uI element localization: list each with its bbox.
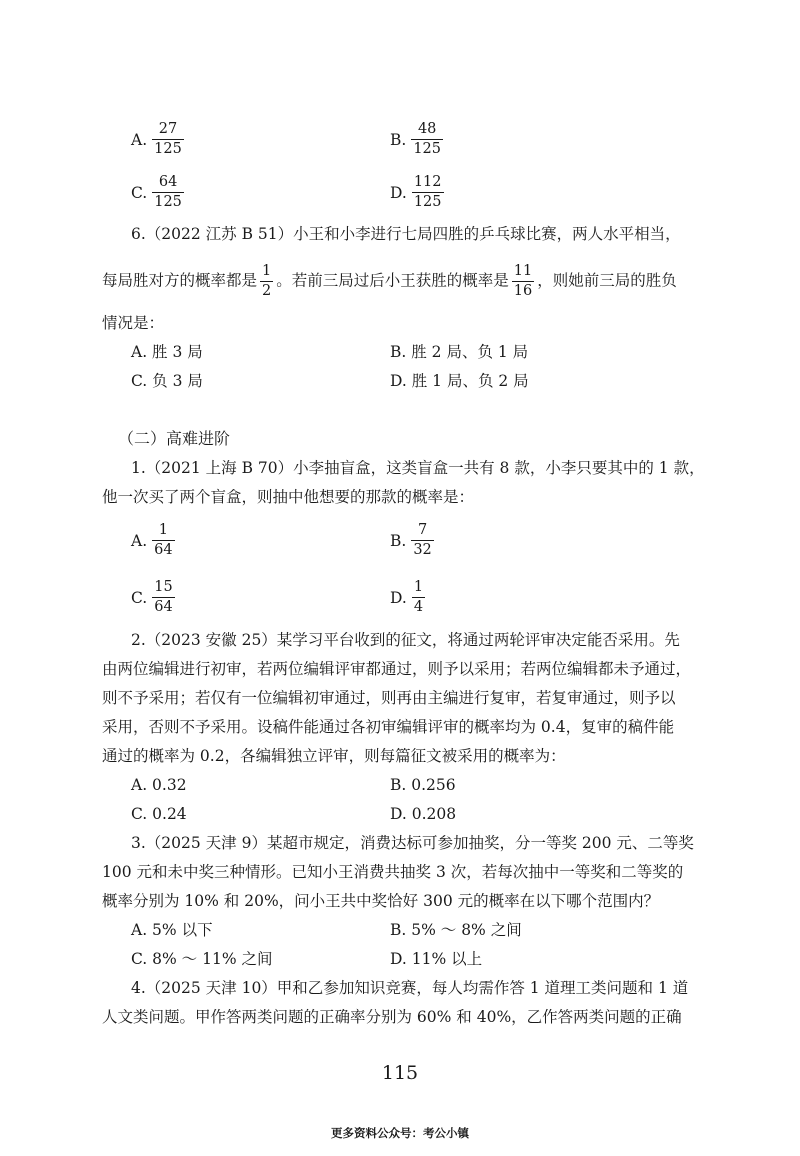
numerator: 7 [417,522,428,538]
fraction [411,120,443,159]
fraction [411,521,433,560]
s2q2-option-d: D. 0.208 [390,805,457,823]
s2q1-stem-line-2: 他一次买了两个盲盒，则抽中他想要的那款的概率是： [102,488,475,506]
denominator: 64 [154,599,173,615]
q6-option-a: A. 胜 3 局 [131,343,203,361]
s2q2-option-c: C. 0.24 [131,805,187,823]
s2q2-stem-line-3: 则不予采用；若仅有一位编辑初审通过，则再由主编进行复审，若复审通过，则予以 [102,689,676,707]
numerator: 1 [413,579,424,595]
q6-option-d: D. 胜 1 局、负 2 局 [390,372,529,390]
option-label: C. [131,183,148,202]
s2q1-stem-line-1: 1.（2021 上海 B 70）小李抽盲盒，这类盲盒一共有 8 款，小李只要其中的 1 款， [131,459,705,477]
denominator: 32 [413,542,432,558]
s2q3-stem-line-2: 100 元和未中奖三种情形。已知小王消费共抽奖 3 次，若每次抽中一等奖和二等奖的 [102,863,684,881]
s2q3-option-c: C. 8% ～ 11% 之间 [131,950,273,968]
q5-option-b [390,120,446,159]
numerator: 1 [158,522,168,538]
s2q1-option-d [390,578,428,617]
denominator: 125 [154,141,182,157]
option-label: A. [131,130,148,149]
fraction [152,173,184,212]
text-span: 。若前三局过后小王获胜的概率是 [276,271,509,290]
numerator: 27 [158,121,178,137]
text-span: 每局胜对方的概率都是 [102,271,258,290]
s2q4-stem-line-2: 人文类问题。甲作答两类问题的正确率分别为 60% 和 40%，乙作答两类问题的正确 [102,1008,682,1026]
s2q2-stem-line-5: 通过的概率为 0.2，各编辑独立评审，则每篇征文被采用的概率为： [102,747,566,765]
option-label: A. [131,531,148,550]
fraction [152,120,184,159]
s2q3-option-a: A. 5% 以下 [131,921,213,939]
s2q3-option-b: B. 5% ～ 8% 之间 [390,921,522,939]
s2q1-option-c [131,578,178,617]
q5-option-c [131,173,187,212]
q5-option-a [131,120,187,159]
s2q2-stem-line-4: 采用，否则不予采用。设稿件能通过各初审编辑评审的概率均为 0.4，复审的稿件能 [102,718,675,736]
fraction [152,578,174,617]
q6-stem-line-3: 情况是： [102,314,165,332]
option-label: B. [390,531,407,550]
option-label: C. [131,588,148,607]
numerator: 64 [158,174,178,190]
s2q1-option-a [131,521,178,560]
numerator: 48 [417,121,437,137]
numerator: 112 [413,174,442,190]
denominator: 125 [154,194,182,210]
numerator: 1 [262,263,272,279]
denominator: 16 [513,283,533,299]
option-label: D. [390,183,407,202]
fraction [152,521,174,560]
denominator: 2 [262,283,272,299]
q5-option-d [390,173,447,212]
numerator: 11 [513,263,533,279]
s2q2-stem-line-2: 由两位编辑进行初审，若两位编辑评审都通过，则予以采用；若两位编辑都未予通过， [102,660,692,678]
text-span: ，则她前三局的胜负 [537,271,677,290]
fraction [412,173,444,212]
q6-stem-line-1: 6.（2022 江苏 B 51）小王和小李进行七局四胜的乒乓球比赛，两人水平相当， [131,225,681,243]
denominator: 125 [413,141,442,157]
s2q2-option-b: B. 0.256 [390,776,456,794]
numerator: 15 [154,579,173,595]
s2q4-stem-line-1: 4.（2025 天津 10）甲和乙参加知识竞赛，每人均需作答 1 道理工类问题和 1 道 [131,979,689,997]
s2q3-stem-line-3: 概率分别为 10% 和 20%，问小王共中奖恰好 300 元的概率在以下哪个范围内？ [102,892,660,910]
s2q2-stem-line-1: 2.（2023 安徽 25）某学习平台收到的征文，将通过两轮评审决定能否采用。先 [131,631,680,649]
fraction [412,578,425,617]
q6-stem-line-2 [102,262,677,301]
option-label: B. [390,130,407,149]
denominator: 64 [154,542,173,558]
section-title: （二）高难进阶 [118,429,231,448]
denominator: 125 [413,194,442,210]
s2q3-stem-line-1: 3.（2025 天津 9）某超市规定，消费达标可参加抽奖，分一等奖 200 元、二等奖 [131,834,694,852]
page-number: 115 [381,1062,419,1084]
footer-note: 更多资料公众号：考公小镇 [331,1126,469,1140]
q6-option-c: C. 负 3 局 [131,372,203,390]
q6-option-b: B. 胜 2 局、负 1 局 [390,343,529,361]
s2q1-option-b [390,521,437,560]
denominator: 4 [413,599,424,615]
s2q2-option-a: A. 0.32 [131,776,187,794]
fraction [260,262,273,301]
fraction [512,262,534,301]
s2q3-option-d: D. 11% 以上 [390,950,483,968]
option-label: D. [390,588,407,607]
